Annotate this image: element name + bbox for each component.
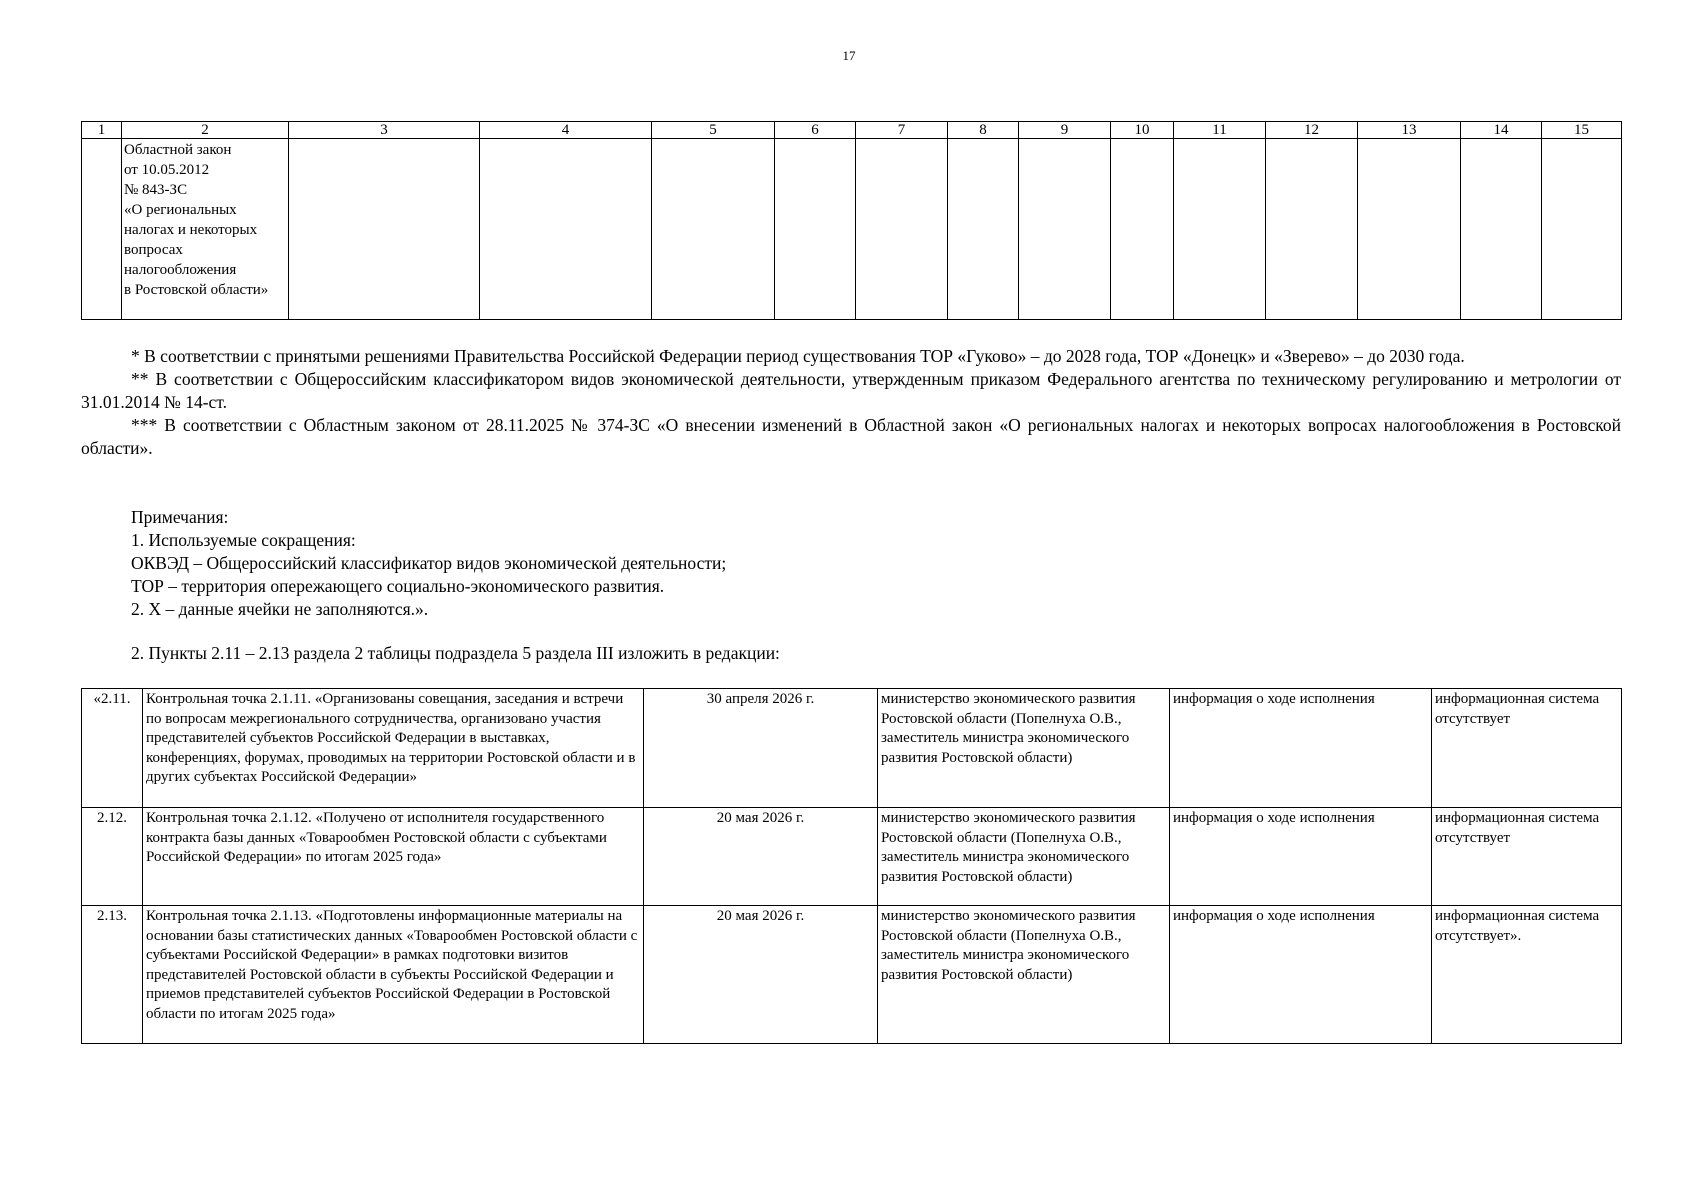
header-cell: 9 — [1019, 122, 1111, 139]
header-cell: 15 — [1542, 122, 1622, 139]
header-cell: 14 — [1461, 122, 1542, 139]
table-cell — [948, 139, 1019, 320]
control-point-text: Контрольная точка 2.1.12. «Получено от исполнителя государственного контракта базы данных «Товарообмен Ростовской области с субъектами Российской Федерации» по итогам 2025 года» — [143, 808, 644, 906]
deadline-date: 20 мая 2026 г. — [644, 808, 878, 906]
footnote-3: *** В соответствии с Областным законом от 28.11.2025 № 374-ЗС «О внесении изменений в Областной закон «О региональных налогах и некоторых вопросах налогообложения в Ростовской области». — [81, 415, 1621, 458]
table-cell — [775, 139, 856, 320]
header-cell: 5 — [652, 122, 775, 139]
header-cell: 1 — [82, 122, 122, 139]
table-cell — [1266, 139, 1358, 320]
row-number: «2.11. — [82, 689, 143, 808]
table-cell — [82, 139, 122, 320]
table-cell — [289, 139, 480, 320]
table-cell — [1358, 139, 1461, 320]
footnote-2: ** В соответствии с Общероссийским классификатором видов экономической деятельности, утвержденным приказом Федерального агентства по техническому регулированию и метрологии от 31.01.2014 № 14-ст. — [81, 369, 1621, 412]
header-cell: 7 — [856, 122, 948, 139]
info-system: информационная система отсутствует». — [1432, 906, 1622, 1044]
row-number: 2.13. — [82, 906, 143, 1044]
notes-item: 2. Х – данные ячейки не заполняются.». — [131, 599, 429, 619]
header-cell: 3 — [289, 122, 480, 139]
law-reference-cell: Областной закон от 10.05.2012 № 843-ЗС «О региональных налогах и некоторых вопросах налогообложения в Ростовской области» — [122, 139, 289, 320]
notes-item: ОКВЭД – Общероссийский классификатор видов экономической деятельности; — [131, 553, 727, 573]
section-instruction: 2. Пункты 2.11 – 2.13 раздела 2 таблицы подраздела 5 раздела III изложить в редакции: — [131, 643, 780, 663]
notes-title: Примечания: — [131, 507, 229, 527]
table-cell — [856, 139, 948, 320]
header-cell: 10 — [1111, 122, 1174, 139]
table-cell — [652, 139, 775, 320]
footnote-1: * В соответствии с принятыми решениями Правительства Российской Федерации период существования ТОР «Гуково» – до 2028 года, ТОР «Донецк» и «Зверево» – до 2030 года. — [131, 346, 1465, 366]
notes-item: ТОР – территория опережающего социально-экономического развития. — [131, 576, 665, 596]
notes — [131, 506, 1531, 621]
top-table-row — [82, 139, 1622, 320]
header-cell: 6 — [775, 122, 856, 139]
header-cell: 4 — [480, 122, 652, 139]
table-cell — [480, 139, 652, 320]
table-row — [82, 689, 1622, 808]
table-row — [82, 906, 1622, 1044]
header-cell: 11 — [1174, 122, 1266, 139]
info-system: информационная система отсутствует — [1432, 689, 1622, 808]
footnotes — [81, 345, 1621, 460]
document-type: информация о ходе исполнения — [1170, 906, 1432, 1044]
control-point-text: Контрольная точка 2.1.11. «Организованы совещания, заседания и встречи по вопросам межрегионального сотрудничества, организовано участия представителей субъектов Российской Федерации в выставках, конференциях, форумах, проводимых на территории Ростовской области и в других субъектах Российской Федерации» — [143, 689, 644, 808]
table-cell — [1174, 139, 1266, 320]
info-system: информационная система отсутствует — [1432, 808, 1622, 906]
notes-item: 1. Используемые сокращения: — [131, 530, 356, 550]
deadline-date: 30 апреля 2026 г. — [644, 689, 878, 808]
deadline-date: 20 мая 2026 г. — [644, 906, 878, 1044]
top-table — [81, 121, 1622, 320]
header-cell: 2 — [122, 122, 289, 139]
document-type: информация о ходе исполнения — [1170, 689, 1432, 808]
control-points-table — [81, 688, 1622, 1044]
page-number: 17 — [842, 48, 856, 63]
table-row — [82, 808, 1622, 906]
header-cell: 13 — [1358, 122, 1461, 139]
table-cell — [1542, 139, 1622, 320]
responsible-party: министерство экономического развития Ростовской области (Попелнуха О.В., заместитель министра экономического развития Ростовской области) — [878, 906, 1170, 1044]
row-number: 2.12. — [82, 808, 143, 906]
responsible-party: министерство экономического развития Ростовской области (Попелнуха О.В., заместитель министра экономического развития Ростовской области) — [878, 689, 1170, 808]
table-cell — [1019, 139, 1111, 320]
top-table-header-row — [82, 122, 1622, 139]
header-cell: 12 — [1266, 122, 1358, 139]
table-cell — [1461, 139, 1542, 320]
header-cell: 8 — [948, 122, 1019, 139]
table-cell — [1111, 139, 1174, 320]
document-type: информация о ходе исполнения — [1170, 808, 1432, 906]
control-point-text: Контрольная точка 2.1.13. «Подготовлены информационные материалы на основании базы статистических данных «Товарообмен Ростовской области с субъектами Российской Федерации» в рамках подготовки визитов представителей Ростовской области в субъекты Российской Федерации и приемов представителей субъектов Российской Федерации в Ростовской области по итогам 2025 года» — [143, 906, 644, 1044]
responsible-party: министерство экономического развития Ростовской области (Попелнуха О.В., заместитель министра экономического развития Ростовской области) — [878, 808, 1170, 906]
